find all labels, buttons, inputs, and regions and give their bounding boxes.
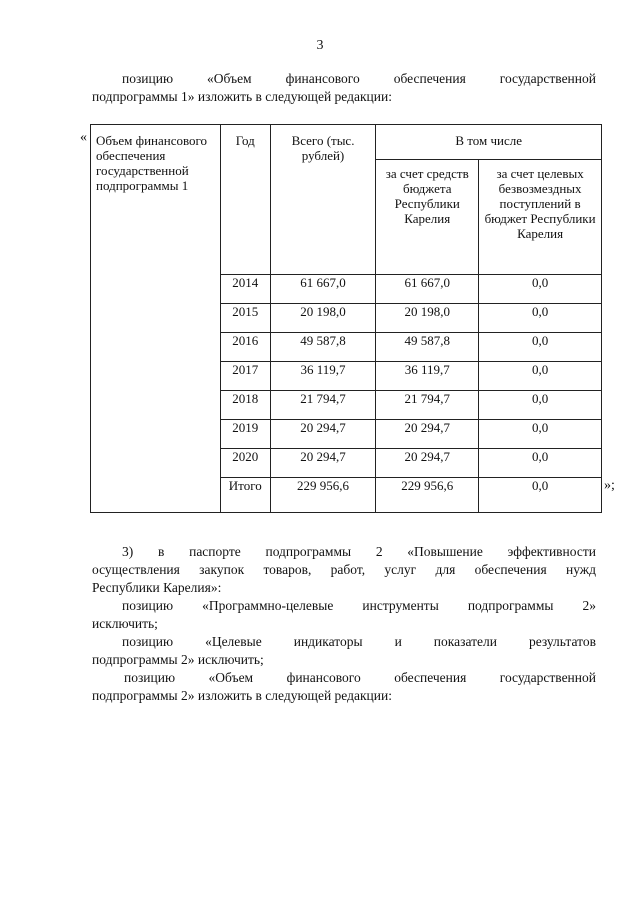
item3-line-1: позицию «Объем финансового обеспечения государственной	[124, 670, 596, 685]
item2-line-2: подпрограммы 2» исключить;	[92, 652, 264, 667]
cell-targeted: 0,0	[479, 420, 602, 449]
col-header-budget: за счет средств бюджета Республики Карелия	[376, 160, 479, 275]
col-header-total: Всего (тыс. рублей)	[270, 125, 376, 275]
cell-year: 2016	[220, 333, 270, 362]
section3-line-1: 3) в паспорте подпрограммы 2 «Повышение эффективности	[122, 544, 596, 559]
cell-year: 2015	[220, 304, 270, 333]
cell-year: 2019	[220, 420, 270, 449]
table-close-quote: »;	[604, 478, 615, 493]
cell-targeted: 0,0	[479, 449, 602, 478]
item1-line-2: исключить;	[92, 616, 158, 631]
cell-total: 20 198,0	[270, 304, 376, 333]
cell-total: 20 294,7	[270, 449, 376, 478]
cell-year: Итого	[220, 478, 270, 513]
item1-line-1: позицию «Программно-целевые инструменты подпрограммы 2»	[122, 598, 596, 613]
intro-line-2: подпрограммы 1» изложить в следующей редакции:	[92, 89, 392, 104]
item2-line-1: позицию «Целевые индикаторы и показатели результатов	[122, 634, 596, 649]
cell-budget: 20 294,7	[376, 449, 479, 478]
cell-year: 2020	[220, 449, 270, 478]
cell-year: 2018	[220, 391, 270, 420]
col-header-targeted: за счет целевых безвозмездных поступлений в бюджет Республики Карелия	[479, 160, 602, 275]
cell-targeted: 0,0	[479, 391, 602, 420]
page-number: 3	[316, 38, 324, 53]
col-header-including: В том числе	[376, 125, 602, 160]
intro-line-1: позицию «Объем финансового обеспечения государственной	[122, 71, 596, 86]
financing-table	[90, 124, 602, 513]
cell-budget: 21 794,7	[376, 391, 479, 420]
cell-budget: 36 119,7	[376, 362, 479, 391]
cell-total: 36 119,7	[270, 362, 376, 391]
cell-targeted: 0,0	[479, 333, 602, 362]
cell-total: 61 667,0	[270, 275, 376, 304]
cell-targeted: 0,0	[479, 304, 602, 333]
cell-budget: 61 667,0	[376, 275, 479, 304]
cell-targeted: 0,0	[479, 362, 602, 391]
cell-total: 21 794,7	[270, 391, 376, 420]
col-header-year: Год	[220, 125, 270, 275]
cell-total: 49 587,8	[270, 333, 376, 362]
cell-budget: 49 587,8	[376, 333, 479, 362]
cell-targeted: 0,0	[479, 275, 602, 304]
row-header-text: Объем финансового обеспечения государственной подпрограммы 1	[96, 133, 208, 193]
cell-year: 2017	[220, 362, 270, 391]
table-open-quote: «	[80, 130, 87, 145]
cell-budget: 20 198,0	[376, 304, 479, 333]
cell-total: 229 956,6	[270, 478, 376, 513]
cell-total: 20 294,7	[270, 420, 376, 449]
section3-line-3: Республики Карелия»:	[92, 580, 222, 595]
cell-budget: 20 294,7	[376, 420, 479, 449]
cell-targeted: 0,0	[479, 478, 602, 513]
section3-line-2: осуществления закупок товаров, работ, услуг для обеспечения нужд	[92, 562, 596, 577]
cell-budget: 229 956,6	[376, 478, 479, 513]
item3-line-2: подпрограммы 2» изложить в следующей редакции:	[92, 688, 392, 703]
row-header-cell	[91, 125, 221, 513]
cell-year: 2014	[220, 275, 270, 304]
